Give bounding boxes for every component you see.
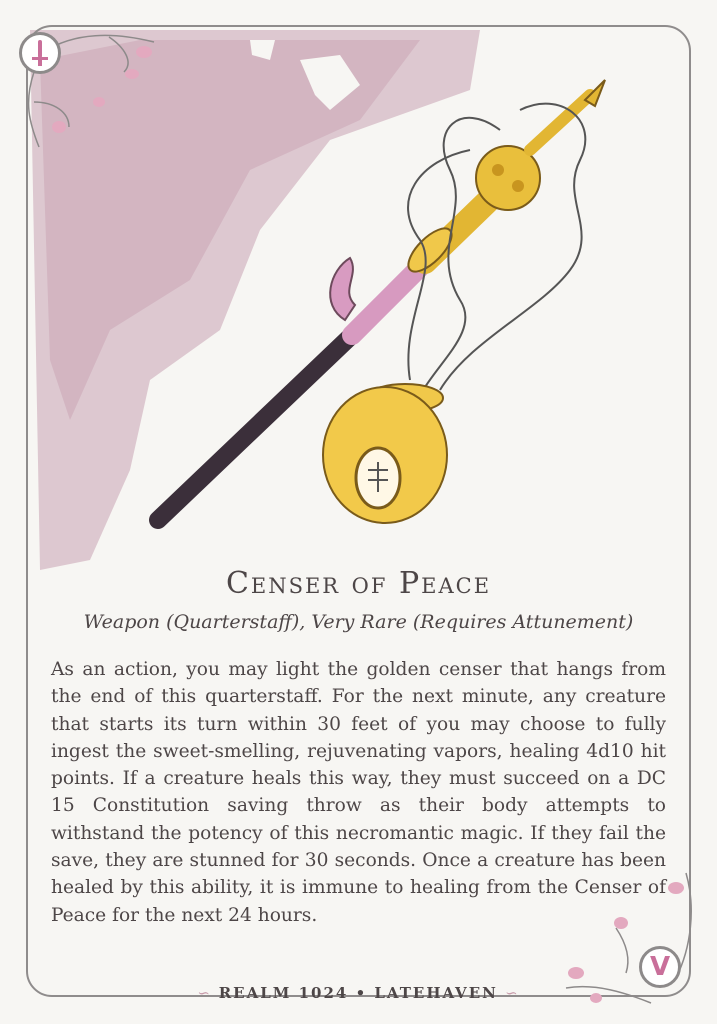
rarity-badge (639, 946, 681, 988)
sword-icon (28, 38, 52, 68)
card-description: As an action, you may light the golden censer that hangs from the end of this quarterstaff. For the next minute, any creature that starts its turn within 30 feet of you may choose to fully ingest the sweet-smelling, rejuvenating vapors, healing 4d10 hit points. If a creature heals this way, they must succeed on a DC 15 Constitution saving throw as their body attempts to withstand the potency of this necromantic magic. If they fail the save, they are stunned for 30 seconds. Once a creature has been healed by this ability, it is immune to healing from the Censer of Peace for the next 24 hours. (51, 659, 666, 926)
footer-flourish-right: ∽ (505, 984, 520, 1002)
card-title: Censer of Peace (225, 566, 492, 601)
footer-text: REALM 1024 • LATEHAVEN (218, 984, 498, 1002)
rarity-letter: V (649, 952, 671, 982)
card-subtitle: Weapon (Quarterstaff), Very Rare (Requires Attunement) (83, 611, 634, 633)
footer-flourish-left: ∽ (197, 984, 219, 1002)
card-footer (0, 984, 717, 1002)
item-type-badge (19, 32, 61, 74)
